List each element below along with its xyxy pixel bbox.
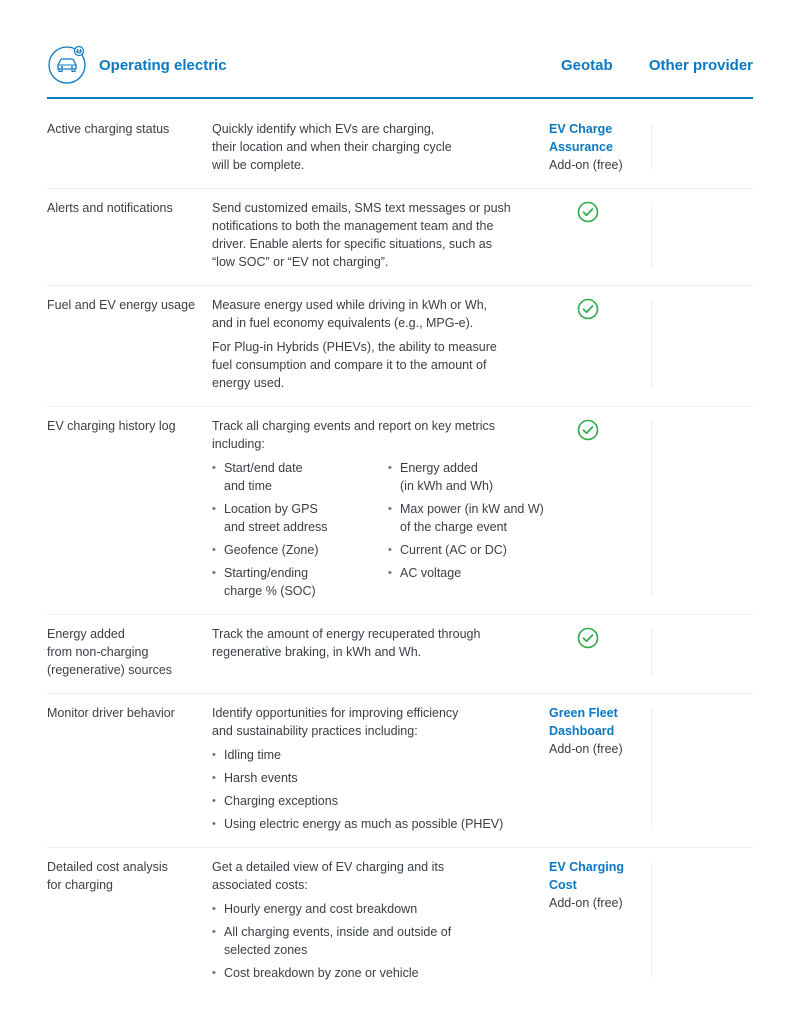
practices-list bbox=[212, 746, 549, 833]
geotab-cell bbox=[549, 625, 651, 679]
table-header bbox=[47, 44, 753, 86]
feature-description bbox=[212, 625, 549, 679]
feature-description bbox=[212, 704, 549, 833]
feature-label: Active charging status bbox=[47, 122, 170, 136]
other-provider-cell bbox=[651, 625, 753, 679]
table-row bbox=[47, 286, 753, 407]
feature-label: Energy added from non-charging (regenerative) sources bbox=[47, 627, 173, 677]
column-divider bbox=[651, 300, 652, 388]
description-paragraph: Identify opportunities for improving efficiency and sustainability practices including: bbox=[212, 706, 459, 738]
list-item: • AC voltage bbox=[388, 564, 549, 582]
feature-label: Monitor driver behavior bbox=[47, 706, 175, 720]
column-divider bbox=[651, 629, 652, 675]
description-paragraph: Send customized emails, SMS text messages or push notifications to both the management team and the driver. Enable alerts for specific situations, such as “low SOC” or “EV not charging”. bbox=[212, 201, 511, 269]
column-divider bbox=[651, 708, 652, 829]
feature-comparison-table bbox=[47, 110, 753, 996]
other-provider-cell bbox=[651, 296, 753, 392]
table-row bbox=[47, 110, 753, 189]
list-item: • Geofence (Zone) bbox=[212, 541, 388, 559]
geotab-cell bbox=[549, 296, 651, 392]
check-circle-icon bbox=[577, 419, 599, 441]
other-provider-cell bbox=[651, 120, 753, 174]
column-divider bbox=[651, 862, 652, 978]
feature-label: Alerts and notifications bbox=[47, 201, 173, 215]
table-row bbox=[47, 848, 753, 996]
check-circle-icon bbox=[577, 298, 599, 320]
electric-car-icon bbox=[47, 44, 87, 84]
table-row bbox=[47, 407, 753, 615]
list-item: • Cost breakdown by zone or vehicle bbox=[212, 964, 549, 982]
addon-name: EV Charge Assurance bbox=[549, 122, 613, 154]
description-paragraph: Measure energy used while driving in kWh or Wh, and in fuel economy equivalents (e.g., MPG-e). bbox=[212, 298, 488, 330]
check-circle-icon bbox=[577, 201, 599, 223]
addon-name: EV Charging Cost bbox=[549, 860, 625, 892]
list-item: • Hourly energy and cost breakdown bbox=[212, 900, 549, 918]
cost-list bbox=[212, 900, 549, 982]
feature-description bbox=[212, 417, 549, 600]
other-provider-cell bbox=[651, 858, 753, 982]
addon-note: Add-on (free) bbox=[549, 742, 623, 756]
other-provider-cell bbox=[651, 199, 753, 271]
description-paragraph: Track all charging events and report on key metrics including: bbox=[212, 419, 495, 451]
description-paragraph: Get a detailed view of EV charging and its associated costs: bbox=[212, 860, 445, 892]
list-item: • Idling time bbox=[212, 746, 549, 764]
geotab-cell bbox=[549, 199, 651, 271]
feature-label: Fuel and EV energy usage bbox=[47, 298, 196, 312]
metrics-list bbox=[212, 459, 549, 600]
column-divider bbox=[651, 203, 652, 267]
column-header-other-provider: Other provider bbox=[648, 57, 753, 74]
feature-description bbox=[212, 296, 549, 392]
other-provider-cell bbox=[651, 417, 753, 600]
section-title: Operating electric bbox=[99, 57, 227, 74]
table-row bbox=[47, 615, 753, 694]
description-paragraph: For Plug-in Hybrids (PHEVs), the ability to measure fuel consumption and compare it to the amount of energy used. bbox=[212, 340, 497, 390]
list-item: • Max power (in kW and W) of the charge event bbox=[388, 500, 549, 536]
column-divider bbox=[651, 124, 652, 170]
column-divider bbox=[651, 421, 652, 596]
geotab-cell bbox=[549, 417, 651, 600]
header-divider bbox=[47, 97, 753, 99]
list-item: • Current (AC or DC) bbox=[388, 541, 549, 559]
description-paragraph: Track the amount of energy recuperated through regenerative braking, in kWh and Wh. bbox=[212, 627, 481, 659]
geotab-cell bbox=[549, 120, 651, 174]
list-item: • Charging exceptions bbox=[212, 792, 549, 810]
geotab-cell bbox=[549, 704, 651, 833]
description-paragraph: Quickly identify which EVs are charging, their location and when their charging cycle will be complete. bbox=[212, 122, 452, 172]
list-item: • Energy added (in kWh and Wh) bbox=[388, 459, 549, 495]
list-item: • All charging events, inside and outside of selected zones bbox=[212, 923, 549, 959]
table-row bbox=[47, 694, 753, 848]
addon-note: Add-on (free) bbox=[549, 896, 623, 910]
addon-name: Green Fleet Dashboard bbox=[549, 706, 618, 738]
feature-description bbox=[212, 120, 549, 174]
list-item: • Harsh events bbox=[212, 769, 549, 787]
list-item: • Starting/ending charge % (SOC) bbox=[212, 564, 388, 600]
feature-description bbox=[212, 199, 549, 271]
feature-label: EV charging history log bbox=[47, 419, 176, 433]
list-item: • Using electric energy as much as possible (PHEV) bbox=[212, 815, 549, 833]
geotab-cell bbox=[549, 858, 651, 982]
feature-description bbox=[212, 858, 549, 982]
list-item: • Start/end date and time bbox=[212, 459, 388, 495]
list-item: • Location by GPS and street address bbox=[212, 500, 388, 536]
feature-label: Detailed cost analysis for charging bbox=[47, 860, 168, 892]
addon-note: Add-on (free) bbox=[549, 158, 623, 172]
check-circle-icon bbox=[577, 627, 599, 649]
column-header-geotab: Geotab bbox=[561, 57, 613, 74]
table-row bbox=[47, 189, 753, 286]
other-provider-cell bbox=[651, 704, 753, 833]
